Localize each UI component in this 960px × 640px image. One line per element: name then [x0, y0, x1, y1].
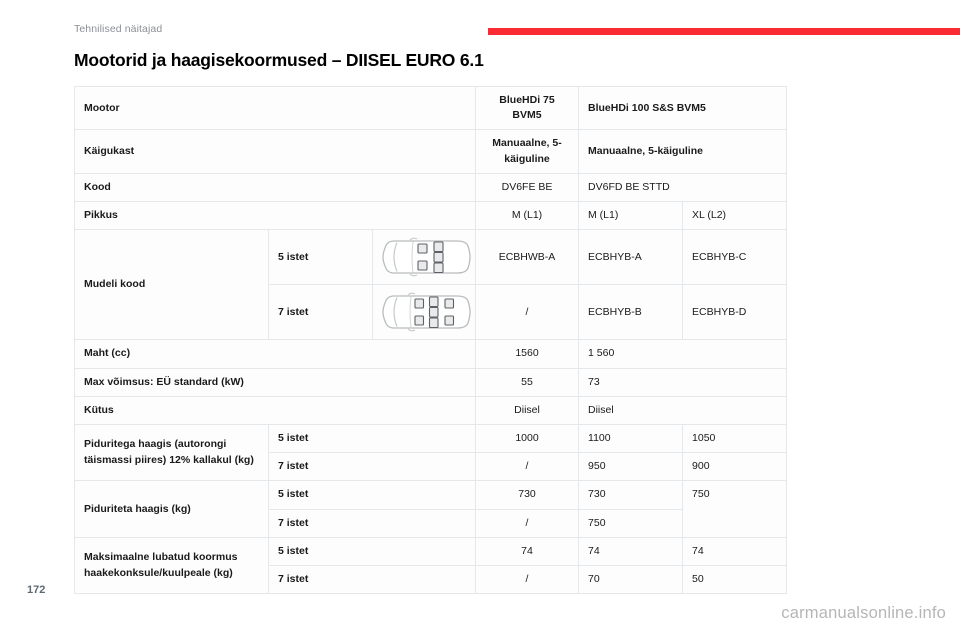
table-row — [75, 87, 787, 130]
cell-length-col3: XL (L2) — [683, 202, 787, 230]
page-header — [0, 0, 960, 44]
cell-braked-7-col2: 950 — [579, 453, 683, 481]
page-title: Mootorid ja haagisekoormused – DIISEL EURO 6.1 — [74, 50, 484, 70]
cell-tow-ball-5-col2: 74 — [579, 537, 683, 565]
table-row — [75, 230, 787, 285]
cell-unbraked-5-col1: 730 — [476, 481, 579, 509]
cell-tow-ball-5-col3: 74 — [683, 537, 787, 565]
sub-label-model-code-7-seats: 7 istet — [269, 285, 373, 340]
cell-max-power-col1: 55 — [476, 368, 579, 396]
cell-model-code-7-col2: ECBHYB-B — [579, 285, 683, 340]
cell-braked-7-col3: 900 — [683, 453, 787, 481]
sub-label-model-code-5-seats: 5 istet — [269, 230, 373, 285]
cell-max-power-col2: 73 — [579, 368, 787, 396]
cell-tow-ball-5-col1: 74 — [476, 537, 579, 565]
vehicle-top-view-5-seats-icon — [373, 230, 476, 285]
cell-tow-ball-7-col3: 50 — [683, 566, 787, 594]
cell-code-col1: DV6FE BE — [476, 173, 579, 201]
table-row — [75, 481, 787, 509]
cell-model-code-5-col3: ECBHYB-C — [683, 230, 787, 285]
cell-tow-ball-7-col1: / — [476, 566, 579, 594]
row-label-length: Pikkus — [75, 202, 476, 230]
row-label-model-code: Mudeli kood — [75, 230, 269, 340]
cell-gearbox-col2: Manuaalne, 5-käiguline — [579, 130, 787, 173]
table-row — [75, 537, 787, 565]
row-label-braked-trailer: Piduritega haagis (autorongi täismassi piires) 12% kallakul (kg) — [75, 424, 269, 480]
cell-displacement-col1: 1560 — [476, 340, 579, 368]
cell-length-col1: M (L1) — [476, 202, 579, 230]
table-row — [75, 173, 787, 201]
cell-fuel-col2: Diisel — [579, 396, 787, 424]
header-accent-rule — [488, 28, 960, 35]
watermark: carmanualsonline.info — [781, 604, 946, 622]
cell-gearbox-col1: Manuaalne, 5-käiguline — [476, 130, 579, 173]
cell-model-code-5-col1: ECBHWB-A — [476, 230, 579, 285]
cell-model-code-5-col2: ECBHYB-A — [579, 230, 683, 285]
cell-unbraked-5-col2: 730 — [579, 481, 683, 509]
vehicle-top-view-7-seats-icon — [373, 285, 476, 340]
row-label-displacement: Maht (cc) — [75, 340, 476, 368]
sub-label-unbraked-7-seats: 7 istet — [269, 509, 476, 537]
sub-label-braked-7-seats: 7 istet — [269, 453, 476, 481]
cell-motor-col1: BlueHDi 75 BVM5 — [476, 87, 579, 130]
sub-label-tow-ball-7-seats: 7 istet — [269, 566, 476, 594]
vehicle-top-view-7-seats-icon — [382, 291, 474, 333]
cell-displacement-col2: 1 560 — [579, 340, 787, 368]
row-label-motor: Mootor — [75, 87, 476, 130]
cell-model-code-7-col3: ECBHYB-D — [683, 285, 787, 340]
sub-label-unbraked-5-seats: 5 istet — [269, 481, 476, 509]
row-label-fuel: Kütus — [75, 396, 476, 424]
row-label-max-tow-ball: Maksimaalne lubatud koormus haakekonksule/kuulpeale (kg) — [75, 537, 269, 593]
sub-label-braked-5-seats: 5 istet — [269, 424, 476, 452]
breadcrumb: Tehnilised näitajad — [74, 23, 163, 35]
row-label-max-power: Max võimsus: EÜ standard (kW) — [75, 368, 476, 396]
row-label-unbraked-trailer: Piduriteta haagis (kg) — [75, 481, 269, 537]
cell-tow-ball-7-col2: 70 — [579, 566, 683, 594]
cell-code-col2: DV6FD BE STTD — [579, 173, 787, 201]
page-number: 172 — [27, 584, 46, 596]
cell-braked-5-col1: 1000 — [476, 424, 579, 452]
table-row — [75, 340, 787, 368]
cell-braked-5-col3: 1050 — [683, 424, 787, 452]
cell-motor-col2: BlueHDi 100 S&S BVM5 — [579, 87, 787, 130]
cell-braked-5-col2: 1100 — [579, 424, 683, 452]
cell-unbraked-7-col1: / — [476, 509, 579, 537]
table-row — [75, 396, 787, 424]
table-row — [75, 130, 787, 173]
cell-model-code-7-col1: / — [476, 285, 579, 340]
cell-fuel-col1: Diisel — [476, 396, 579, 424]
cell-braked-7-col1: / — [476, 453, 579, 481]
table-row — [75, 368, 787, 396]
vehicle-top-view-5-seats-icon — [382, 236, 474, 278]
sub-label-tow-ball-5-seats: 5 istet — [269, 537, 476, 565]
cell-length-col2: M (L1) — [579, 202, 683, 230]
cell-unbraked-col3: 750 — [683, 481, 787, 537]
table-row — [75, 202, 787, 230]
cell-unbraked-7-col2: 750 — [579, 509, 683, 537]
specifications-table — [74, 86, 787, 594]
row-label-code: Kood — [75, 173, 476, 201]
row-label-gearbox: Käigukast — [75, 130, 476, 173]
table-row — [75, 424, 787, 452]
